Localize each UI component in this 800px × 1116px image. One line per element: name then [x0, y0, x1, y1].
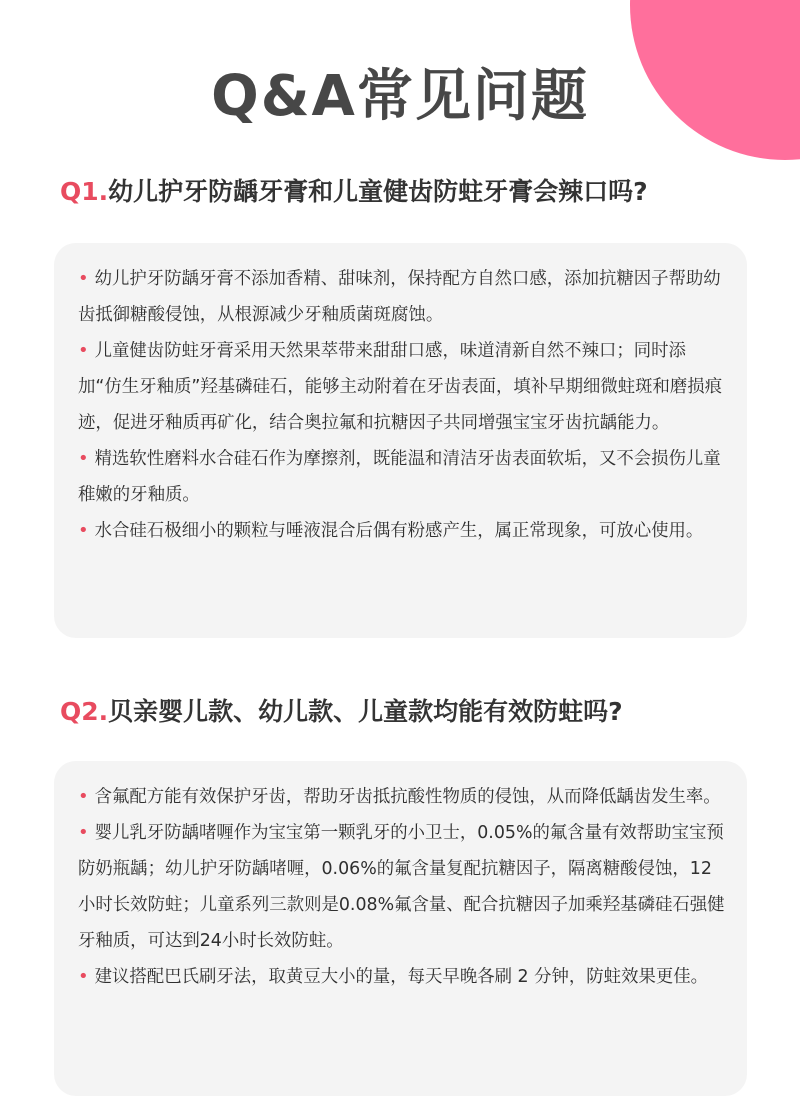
answer-paragraph	[78, 815, 729, 959]
page-title: Q&A常见问题	[211, 64, 589, 129]
answer-text: 水合硅石极细小的颗粒与唾液混合后偶有粉感产生，属正常现象，可放心使用。	[94, 521, 704, 541]
answer-paragraph	[78, 441, 729, 513]
answer-paragraph	[78, 513, 729, 549]
bullet-icon: •	[78, 822, 89, 843]
question-text: 贝亲婴儿款、幼儿款、儿童款均能有效防蛀吗?	[108, 697, 623, 726]
answer-card-1	[54, 243, 747, 638]
answer-text: 婴儿乳牙防龋啫喱作为宝宝第一颗乳牙的小卫士，0.05%的氟含量有效帮助宝宝预防奶瓶龋；幼儿护牙防龋啫喱，0.06%的氟含量复配抗糖因子，隔离糖酸侵蚀，12小时长效防蛀；儿童系列三款则是0.08%氟含量、配合抗糖因子加乘羟基磷硅石强健牙釉质，可达到24小时长效防蛀。	[78, 823, 725, 951]
answer-text: 含氟配方能有效保护牙齿，帮助牙齿抵抗酸性物质的侵蚀，从而降低龋齿发生率。	[94, 787, 721, 807]
answer-paragraph	[78, 333, 729, 441]
bullet-icon: •	[78, 268, 89, 289]
answer-paragraph	[78, 779, 729, 815]
bullet-icon: •	[78, 448, 89, 469]
question-1-heading	[60, 172, 648, 208]
answer-text: 幼儿护牙防龋牙膏不添加香精、甜味剂，保持配方自然口感，添加抗糖因子帮助幼齿抵御糖酸侵蚀，从根源减少牙釉质菌斑腐蚀。	[78, 269, 721, 325]
answer-card-2	[54, 761, 747, 1096]
bullet-icon: •	[78, 340, 89, 361]
answer-paragraph	[78, 261, 729, 333]
question-text: 幼儿护牙防龋牙膏和儿童健齿防蛀牙膏会辣口吗?	[108, 177, 648, 206]
question-2-heading	[60, 692, 623, 728]
bullet-icon: •	[78, 786, 89, 807]
question-number: Q2.	[60, 697, 109, 726]
answer-text: 精选软性磨料水合硅石作为摩擦剂，既能温和清洁牙齿表面软垢，又不会损伤儿童稚嫩的牙釉质。	[78, 449, 721, 505]
bullet-icon: •	[78, 966, 89, 987]
answer-text: 儿童健齿防蛀牙膏采用天然果萃带来甜甜口感，味道清新自然不辣口；同时添加“仿生牙釉质”羟基磷硅石，能够主动附着在牙齿表面，填补早期细微蛀斑和磨损痕迹，促进牙釉质再矿化，结合奥拉氟和抗糖因子共同增强宝宝牙齿抗龋能力。	[78, 341, 723, 433]
bullet-icon: •	[78, 520, 89, 541]
answer-paragraph	[78, 959, 729, 995]
question-number: Q1.	[60, 177, 109, 206]
answer-text: 建议搭配巴氏刷牙法，取黄豆大小的量，每天早晚各刷 2 分钟，防蛀效果更佳。	[94, 967, 709, 987]
